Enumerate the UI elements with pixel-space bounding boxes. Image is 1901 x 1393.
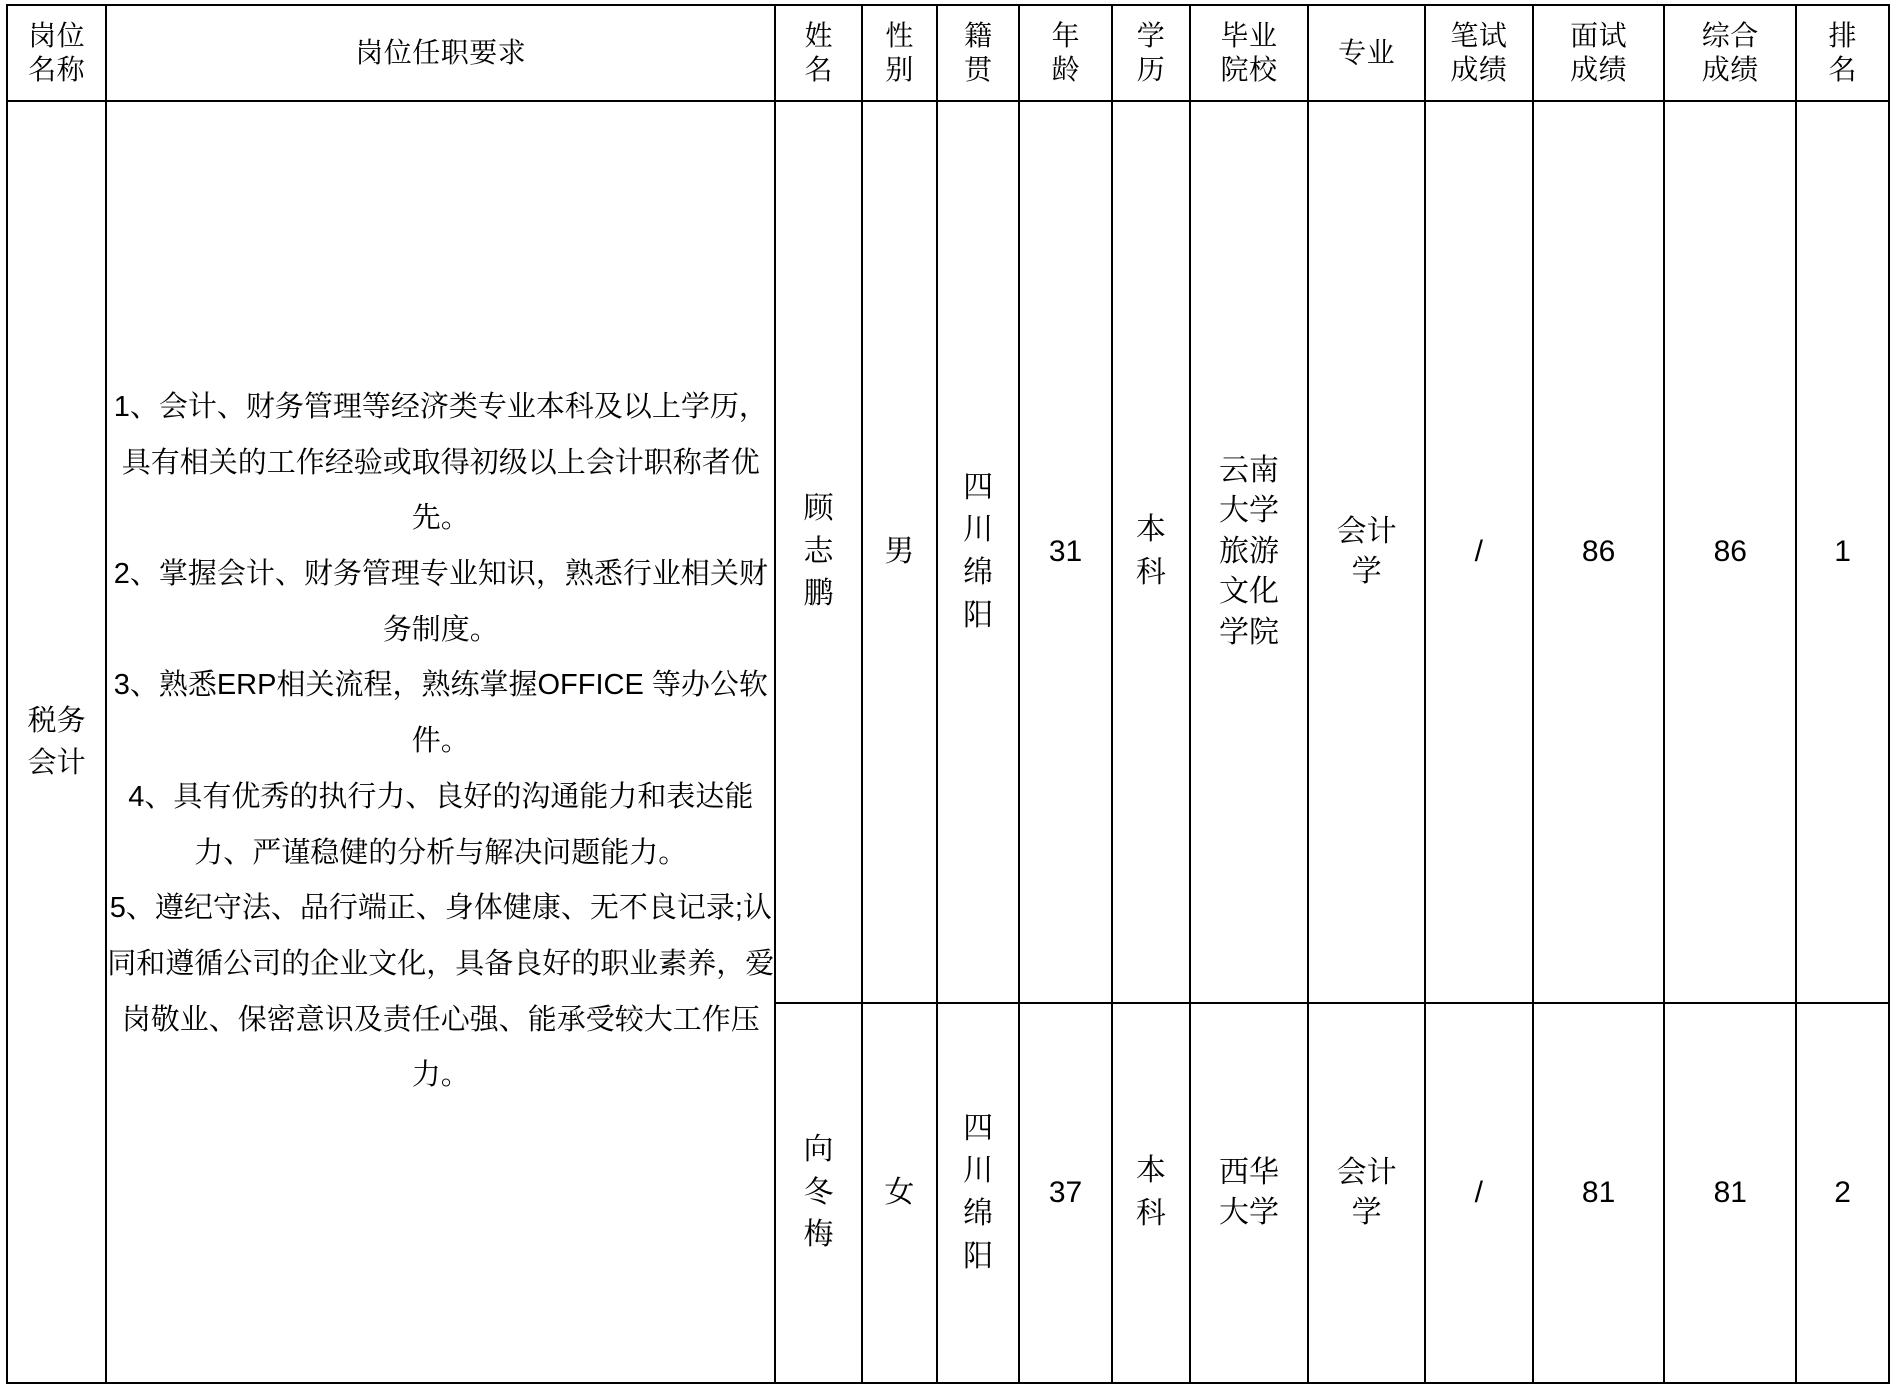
cell-candidate-overall-score: 86 xyxy=(1664,101,1796,1003)
requirement-item-2: 2、掌握会计、财务管理专业知识，熟悉行业相关财务制度。 xyxy=(113,558,768,646)
cell-candidate-education: 本 科 xyxy=(1112,1003,1190,1383)
cell-candidate-interview-score: 81 xyxy=(1533,1003,1665,1383)
header-education: 学 历 xyxy=(1112,5,1190,101)
table-header-row xyxy=(7,5,1889,101)
cell-candidate-major: 会计 学 xyxy=(1308,101,1425,1003)
header-name: 姓 名 xyxy=(775,5,861,101)
cell-candidate-name: 顾 志 鹏 xyxy=(775,101,861,1003)
header-job-name-l2: 名称 xyxy=(28,54,86,85)
recruitment-results-table xyxy=(6,4,1890,1384)
header-job-name xyxy=(7,5,106,101)
cell-candidate-school: 云南 大学 旅游 文化 学院 xyxy=(1190,101,1309,1003)
cell-candidate-rank: 1 xyxy=(1796,101,1889,1003)
cell-job-requirements xyxy=(106,101,775,1383)
requirement-item-5: 5、遵纪守法、品行端正、身体健康、无不良记录;认同和遵循公司的企业文化，具备良好的职业素养，爱岗敬业、保密意识及责任心强、能承受较大工作压力。 xyxy=(107,892,775,1092)
cell-candidate-rank: 2 xyxy=(1796,1003,1889,1383)
cell-candidate-written-score: / xyxy=(1425,101,1533,1003)
cell-candidate-gender: 男 xyxy=(862,101,938,1003)
cell-candidate-native-place: 四 川 绵 阳 xyxy=(937,1003,1019,1383)
header-age: 年 龄 xyxy=(1019,5,1112,101)
header-native-place: 籍 贯 xyxy=(937,5,1019,101)
cell-candidate-school: 西华 大学 xyxy=(1190,1003,1309,1383)
header-major: 专业 xyxy=(1308,5,1425,101)
cell-candidate-name: 向 冬 梅 xyxy=(775,1003,861,1383)
header-job-name-l1: 岗位 xyxy=(28,19,86,51)
cell-candidate-age: 31 xyxy=(1019,101,1112,1003)
header-overall-score: 综合 成绩 xyxy=(1664,5,1796,101)
table-row xyxy=(7,101,1889,1003)
cell-candidate-written-score: / xyxy=(1425,1003,1533,1383)
cell-candidate-age: 37 xyxy=(1019,1003,1112,1383)
cell-candidate-interview-score: 86 xyxy=(1533,101,1665,1003)
requirement-item-1: 1、会计、财务管理等经济类专业本科及以上学历，具有相关的工作经验或取得初级以上会计职称者优先。 xyxy=(113,391,768,535)
header-interview-score: 面试 成绩 xyxy=(1533,5,1665,101)
cell-candidate-major: 会计 学 xyxy=(1308,1003,1425,1383)
requirement-item-4: 4、具有优秀的执行力、良好的沟通能力和表达能力、严谨稳健的分析与解决问题能力。 xyxy=(128,780,754,869)
cell-job-name: 税务 会计 xyxy=(7,101,106,1383)
header-school: 毕业 院校 xyxy=(1190,5,1309,101)
cell-candidate-native-place: 四 川 绵 阳 xyxy=(937,101,1019,1003)
requirement-item-3: 3、熟悉ERP相关流程，熟练掌握OFFICE 等办公软件。 xyxy=(113,669,768,758)
cell-candidate-gender: 女 xyxy=(862,1003,938,1383)
cell-candidate-overall-score: 81 xyxy=(1664,1003,1796,1383)
header-rank: 排 名 xyxy=(1796,5,1889,101)
header-job-requirements: 岗位任职要求 xyxy=(106,5,775,101)
header-written-score: 笔试 成绩 xyxy=(1425,5,1533,101)
header-gender: 性 别 xyxy=(862,5,938,101)
cell-candidate-education: 本 科 xyxy=(1112,101,1190,1003)
